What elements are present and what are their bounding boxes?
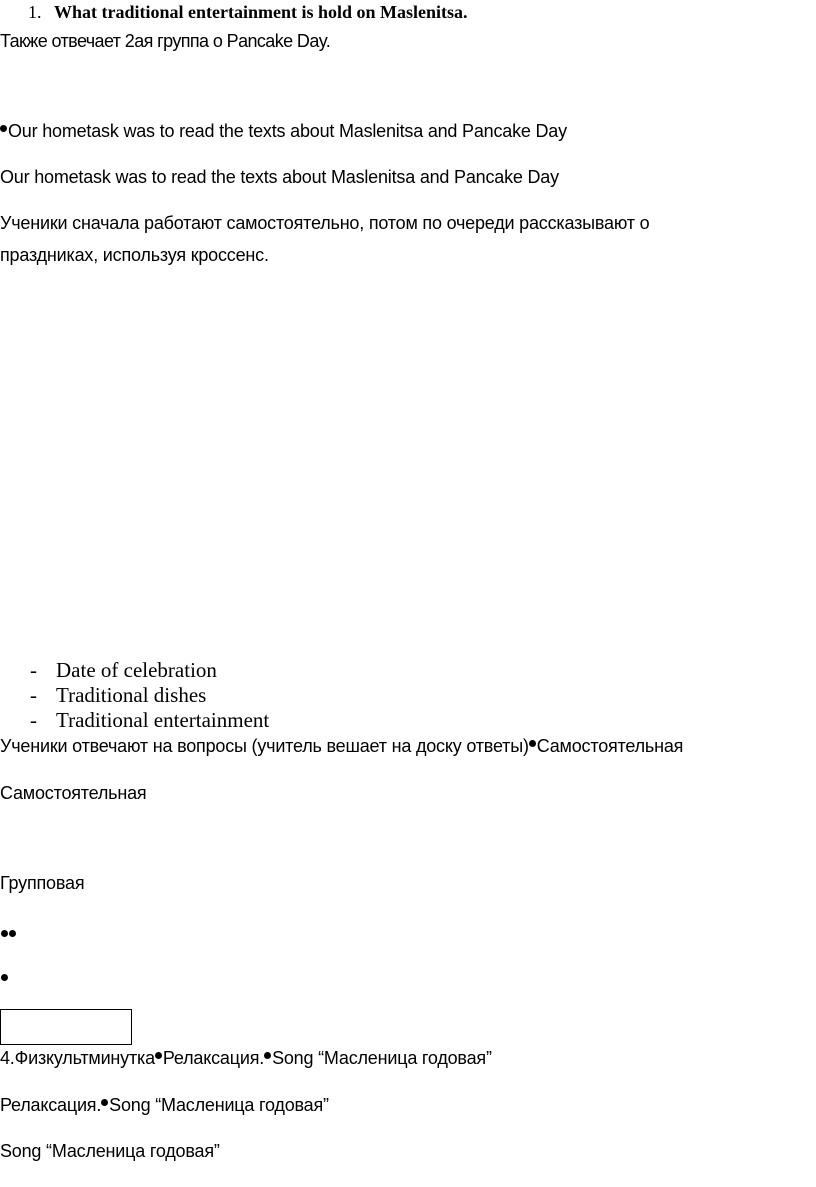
list-item-text: Traditional entertainment [56, 708, 270, 732]
bullet-icon [155, 1052, 162, 1059]
relax-text: Релаксация. [0, 1095, 102, 1115]
bullet-icon [101, 1099, 108, 1106]
relax-line [0, 1095, 329, 1116]
heading-text: What traditional entertainment is hold on Maslenitsa. [54, 2, 468, 22]
bullet-icon [0, 125, 7, 132]
answers-line [0, 736, 683, 757]
bullet-icon [264, 1052, 271, 1059]
empty-frame [0, 1009, 132, 1045]
song-line: Song “Масленица годовая” [0, 1141, 220, 1161]
independent-text: Самостоятельная [0, 783, 147, 803]
hometask-text-1: Our hometask was to read the texts about Maslenitsa and Pancake Day [8, 121, 567, 141]
group-text: Групповая [0, 873, 85, 893]
heading-number: 1. [28, 2, 42, 22]
bullet-single [1, 968, 9, 986]
list-marker: - [30, 658, 37, 682]
list-item-text: Traditional dishes [56, 683, 207, 707]
bullet-icon [529, 740, 536, 747]
exercise-prefix: 4.Физкультминутка [0, 1048, 155, 1068]
list-item [0, 683, 206, 708]
list-item [0, 708, 269, 733]
exercise-line [0, 1048, 492, 1069]
intro-text: Также отвечает 2ая группа о Pancake Day. [0, 31, 331, 51]
list-item [0, 658, 217, 683]
students-text-line-2: праздниках, используя кроссенс. [0, 245, 269, 265]
bullet-icon [1, 974, 8, 981]
answers-text: Ученики отвечают на вопросы (учитель вешает на доску ответы) [0, 736, 529, 756]
bullet-icon [9, 930, 16, 937]
list-marker: - [30, 683, 37, 707]
exercise-relax: Релаксация. [162, 1048, 265, 1068]
hometask-bullet-line [0, 121, 567, 142]
list-item-text: Date of celebration [56, 658, 217, 682]
hometask-text-2: Our hometask was to read the texts about Maslenitsa and Pancake Day [0, 167, 559, 187]
students-text-line-1: Ученики сначала работают самостоятельно, потом по очереди рассказывают о [0, 213, 650, 233]
list-marker: - [30, 708, 37, 732]
bullet-pair [1, 924, 17, 942]
exercise-song: Song “Масленица годовая” [272, 1048, 492, 1068]
bullet-icon [1, 930, 8, 937]
answers-tail: Самостоятельная [536, 736, 684, 756]
heading [0, 2, 468, 23]
relax-song: Song “Масленица годовая” [109, 1095, 329, 1115]
